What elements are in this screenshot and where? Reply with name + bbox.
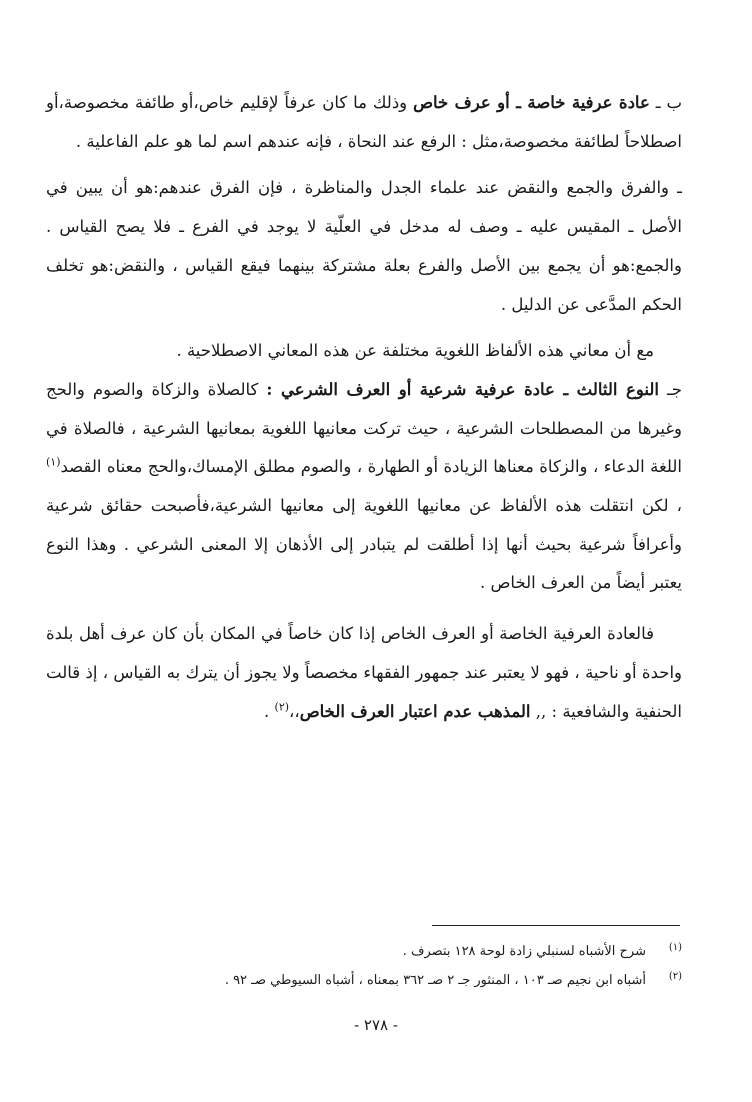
paragraph-special-custom <box>46 84 682 161</box>
footnote-separator <box>432 925 680 926</box>
paragraph-third-type <box>46 371 682 603</box>
paragraph-meanings-differ <box>46 332 682 371</box>
item-marker: ب ـ <box>655 93 682 112</box>
main-text <box>46 84 682 731</box>
item-marker: جـ <box>666 379 682 399</box>
footnotes <box>70 938 682 996</box>
quoted-rule: المذهب عدم اعتبار العرف الخاص <box>299 701 531 721</box>
footnote-ref-1[interactable]: (١) <box>46 455 61 469</box>
item-heading: النوع الثالث ـ عادة عرفية شرعية أو العرف الشرعي : <box>266 379 659 399</box>
page-number: - ٢٧٨ - <box>354 1016 398 1034</box>
paragraph-text: ـ والفرق والجمع والنقض عند علماء الجدل والمناظرة ، فإن الفرق عندهم:هو أن يبين في الأصل ـ المقيس عليه ـ وصف له مدخل في العلّية لا يوجد في الفرع ـ فلا يصح القياس . والجمع:هو أن يجمع بين الأصل والفرع بعلة مشتركة بينهما فيقع القياس ، والنقض:هو تخلف الحكم المدَّعى عن الدليل . <box>46 178 682 314</box>
quote-close-mark: ،، <box>289 701 300 721</box>
paragraph-text: فالعادة العرفية الخاصة أو العرف الخاص إذا كان خاصاً في المكان بأن كان عرف أهل بلدة واحدة أو ناحية ، فهو لا يعتبر عند جمهور الفقهاء مخصصاً ولا يجوز أن يترك به القياس ، إذ قالت الحنفية والشافعية : <box>46 624 682 721</box>
footnote-1 <box>70 938 682 967</box>
sentence-end: . <box>264 701 270 721</box>
footnote-number: (١) <box>668 942 682 953</box>
item-heading: عادة عرفية خاصة ـ أو عرف خاص <box>413 93 650 112</box>
paragraph-text: مع أن معاني هذه الألفاظ اللغوية مختلفة عن هذه المعاني الاصطلاحية . <box>176 341 654 361</box>
quote-open-mark: ,, <box>535 701 547 721</box>
footnote-2 <box>70 967 682 996</box>
paragraph-text: وذلك ما كان عرفاً لإقليم خاص،أو طائفة مخصوصة،أو اصطلاحاً لطائفة مخصوصة،مثل : الرفع عند النحاة ، فإنه عندهم اسم لما هو علم الفاعلية . <box>46 93 682 151</box>
footnote-ref-2[interactable]: (٢) <box>274 700 290 714</box>
footnote-text: شرح الأشباه لسنبلي زادة لوحة ١٢٨ بتصرف . <box>402 944 646 959</box>
paragraph-special-custom-ruling <box>46 615 682 731</box>
footnote-text: أشباه ابن نجيم صـ ١٠٣ ، المنثور جـ ٢ صـ ٣٦٢ بمعناه ، أشباه السيوطي صـ ٩٢ . <box>224 973 646 988</box>
paragraph-text: ، لكن انتقلت هذه الألفاظ عن معانيها اللغوية إلى معانيها الشرعية،فأصبحت حقائق شرعية وأعرافاً شرعية بحيث أنها إذا أطلقت لم يتبادر إلى الأذهان إلا المعنى الشرعي . وهذا النوع يعتبر أيضاً من العرف الخاص . <box>46 496 682 593</box>
paragraph-text: كالصلاة والزكاة والصوم والحج وغيرها من المصطلحات الشرعية ، حيث تركت معانيها اللغوية بمعانيها الشرعية ، فالصلاة في اللغة الدعاء ، والزكاة معناها الزيادة أو الطهارة ، والصوم مطلق الإمساك،والحج معناه القصد <box>46 379 682 477</box>
footnote-number: (٢) <box>668 971 682 982</box>
paragraph-debate-terms <box>46 169 682 324</box>
